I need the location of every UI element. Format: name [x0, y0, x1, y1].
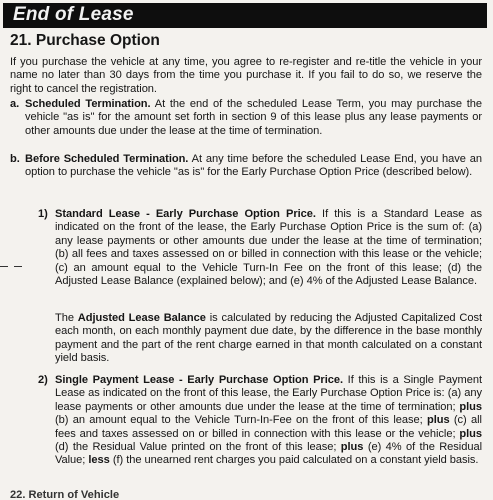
sub-2-plus-1: plus — [459, 400, 482, 413]
sub-1-heading: Standard Lease - Early Purchase Option Price. — [55, 208, 316, 220]
scan-mark — [0, 266, 8, 267]
sub-2-text-1: If this is a Single Payment Lease as indicated on the front of this lease, the Early Purchase Option Price is: (a) any lease payments or other amounts due under the lease at the time of termination; — [55, 374, 482, 413]
sub-2-text-5: (e) 4% of the Residual Value; — [55, 441, 482, 467]
item-a-label: a. — [10, 98, 20, 110]
sub-2-plus-3: plus — [459, 427, 482, 440]
next-section-clip — [10, 489, 210, 500]
item-a-heading: Scheduled Termination. — [25, 98, 151, 110]
item-a-text: At the end of the scheduled Lease Term, you may purchase the vehicle "as is" for the amount set forth in section 9 of this lease plus any lease payments or other amounts due under the lease at the time of termination. — [25, 98, 483, 137]
sub-2-text-4: (d) the Residual Value printed on the front of this lease; — [55, 441, 337, 454]
balance-text-before: The — [55, 312, 74, 324]
scan-mark — [14, 266, 22, 267]
sub-2-less: less — [88, 454, 110, 467]
end-of-lease-banner — [3, 3, 487, 28]
item-b-label: b. — [10, 153, 20, 165]
balance-text-after: is calculated by reducing the Adjusted Capitalized Cost each month, on each monthly payment due date, by the difference in the base monthly payment and the part of the rent charge earned in that month calculated on a constant yield basis. — [55, 312, 482, 365]
intro-paragraph: If you purchase the vehicle at any time, you agree to re-register and re-title the vehicle in your name no later than 30 days from the time you purchase it. If you fail to do so, we reserve the right to cancel the registration. — [10, 56, 482, 95]
sub-1-text: If this is a Standard Lease as indicated on the front of the lease, the Early Purchase Option Price is the sum of: (a) any lease payments or other amounts due under the lease at the time of termination; (b) all fees and taxes assessed on or billed in connection with this lease or the vehicle; (c) an amount equal to the Vehicle Turn-In Fee on the front of this lease; (d) the Adjusted Lease Balance (explained below); and (e) 4% of the Adjusted Lease Balance. — [55, 208, 482, 288]
sub-2-text-2: (b) an amount equal to the Vehicle Turn-In-Fee on the front of this lease; — [55, 414, 423, 427]
sub-2-text-3: (c) all fees and taxes assessed on or billed in connection with this lease or the vehicle; — [55, 414, 482, 440]
balance-heading: Adjusted Lease Balance — [77, 312, 206, 324]
sub-2-plus-4: plus — [340, 441, 364, 454]
section-title: 21. Purchase Option — [10, 32, 160, 49]
sub-2-plus-2: plus — [426, 414, 450, 427]
sub-2-text-6: (f) the unearned rent charges you paid calculated on a constant yield basis. — [112, 454, 479, 467]
item-b-heading: Before Scheduled Termination. — [25, 153, 189, 165]
sub-1-paragraph — [55, 208, 482, 288]
sub-1-label: 1) — [38, 208, 48, 220]
item-b-text: At any time before the scheduled Lease End, you have an option to purchase the vehicle "as is" for the Early Purchase Option Price (described below). — [25, 153, 482, 179]
adjusted-balance-paragraph — [55, 312, 482, 366]
sub-2-paragraph — [55, 374, 482, 468]
item-a-paragraph — [25, 98, 482, 138]
next-section-heading: 22. Return of Vehicle — [10, 489, 120, 500]
banner-title: End of Lease — [13, 4, 134, 25]
sub-2-heading: Single Payment Lease - Early Purchase Option Price. — [55, 374, 344, 386]
item-b-paragraph — [25, 153, 482, 180]
sub-2-label: 2) — [38, 374, 48, 386]
